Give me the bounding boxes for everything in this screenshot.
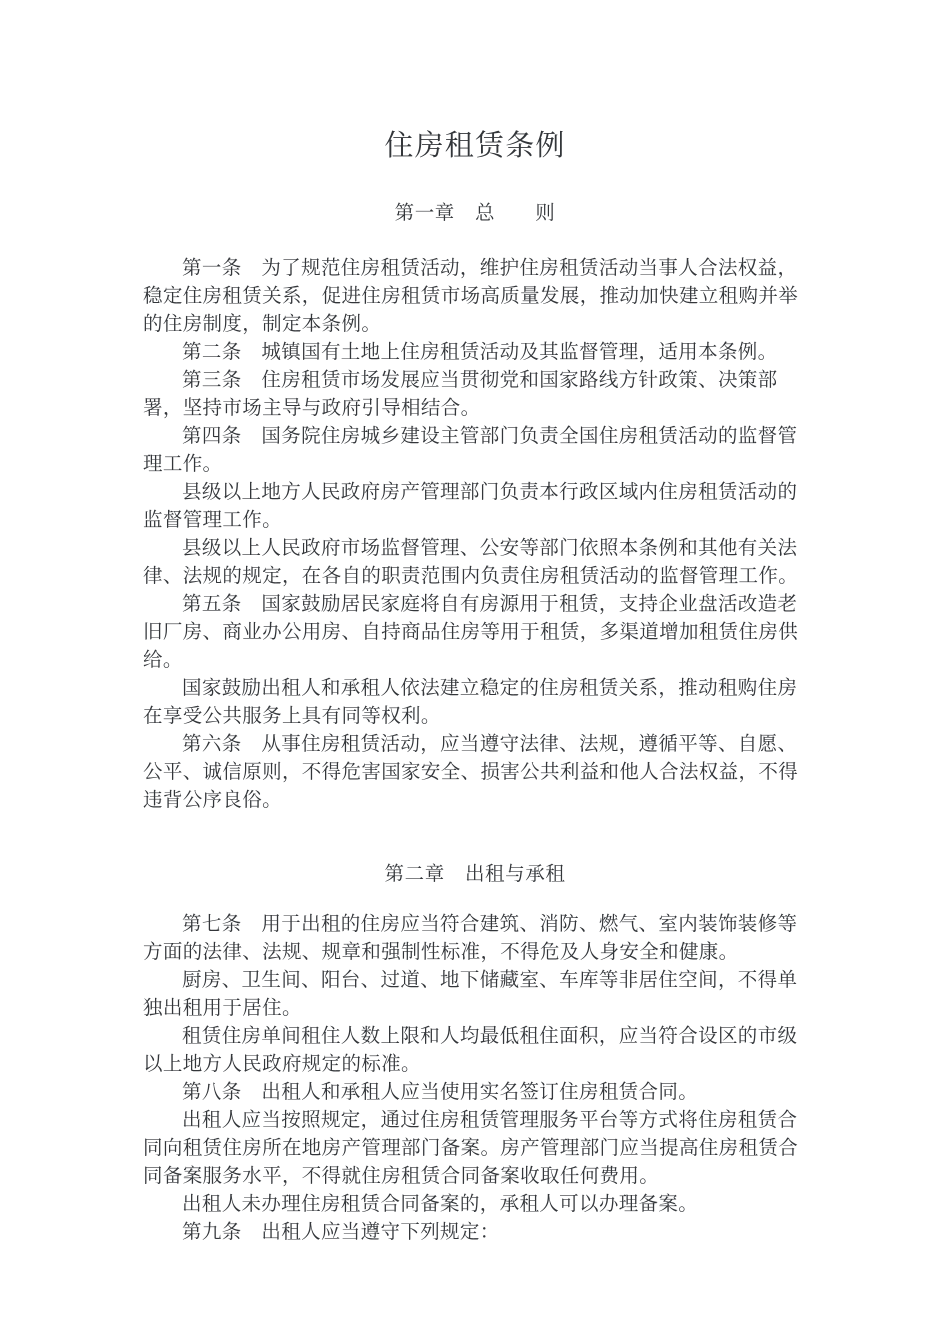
paragraph: 第五条 国家鼓励居民家庭将自有房源用于租赁，支持企业盘活改造老旧厂房、商业办公用房、自持商品住房等用于租赁，多渠道增加租赁住房供给。	[143, 592, 799, 671]
paragraph: 县级以上地方人民政府房产管理部门负责本行政区域内住房租赁活动的监督管理工作。	[143, 480, 798, 531]
chapter-heading-2: 第二章 出租与承租	[384, 862, 566, 885]
chapter-heading-1: 第一章 总 则	[394, 201, 556, 224]
page-title: 住房租赁条例	[384, 128, 566, 162]
paragraph: 第三条 住房租赁市场发展应当贯彻党和国家路线方针政策、决策部署，坚持市场主导与政府引导相结合。	[143, 368, 778, 419]
paragraph: 第七条 用于出租的住房应当符合建筑、消防、燃气、室内装饰装修等方面的法律、法规、规章和强制性标准，不得危及人身安全和健康。	[143, 912, 798, 963]
paragraph: 第六条 从事住房租赁活动，应当遵守法律、法规，遵循平等、自愿、公平、诚信原则，不得危害国家安全、损害公共利益和他人合法权益，不得违背公序良俗。	[143, 732, 799, 811]
chapter-1-paragraphs	[143, 254, 807, 814]
paragraph: 第二条 城镇国有土地上住房租赁活动及其监督管理，适用本条例。	[182, 340, 778, 363]
paragraph: 租赁住房单间租住人数上限和人均最低租住面积，应当符合设区的市级以上地方人民政府规定的标准。	[143, 1024, 798, 1075]
paragraph: 第四条 国务院住房城乡建设主管部门负责全国住房租赁活动的监督管理工作。	[143, 424, 798, 475]
paragraph: 厨房、卫生间、阳台、过道、地下储藏室、车库等非居住空间，不得单独出租用于居住。	[143, 968, 798, 1019]
paragraph: 出租人未办理住房租赁合同备案的，承租人可以办理备案。	[182, 1192, 699, 1215]
paragraph: 第一条 为了规范住房租赁活动，维护住房租赁活动当事人合法权益，稳定住房租赁关系，促进住房租赁市场高质量发展，推动加快建立租购并举的住房制度，制定本条例。	[143, 256, 799, 335]
paragraph: 出租人应当按照规定，通过住房租赁管理服务平台等方式将住房租赁合同向租赁住房所在地房产管理部门备案。房产管理部门应当提高住房租赁合同备案服务水平，不得就住房租赁合同备案收取任何费用。	[143, 1108, 799, 1187]
document-body	[143, 0, 807, 1246]
paragraph: 国家鼓励出租人和承租人依法建立稳定的住房租赁关系，推动租购住房在享受公共服务上具有同等权利。	[143, 676, 798, 727]
chapter-2-paragraphs	[143, 910, 807, 1246]
paragraph: 县级以上人民政府市场监督管理、公安等部门依照本条例和其他有关法律、法规的规定，在各自的职责范围内负责住房租赁活动的监督管理工作。	[143, 536, 799, 587]
paragraph: 第八条 出租人和承租人应当使用实名签订住房租赁合同。	[182, 1080, 699, 1103]
paragraph: 第九条 出租人应当遵守下列规定：	[182, 1220, 500, 1243]
